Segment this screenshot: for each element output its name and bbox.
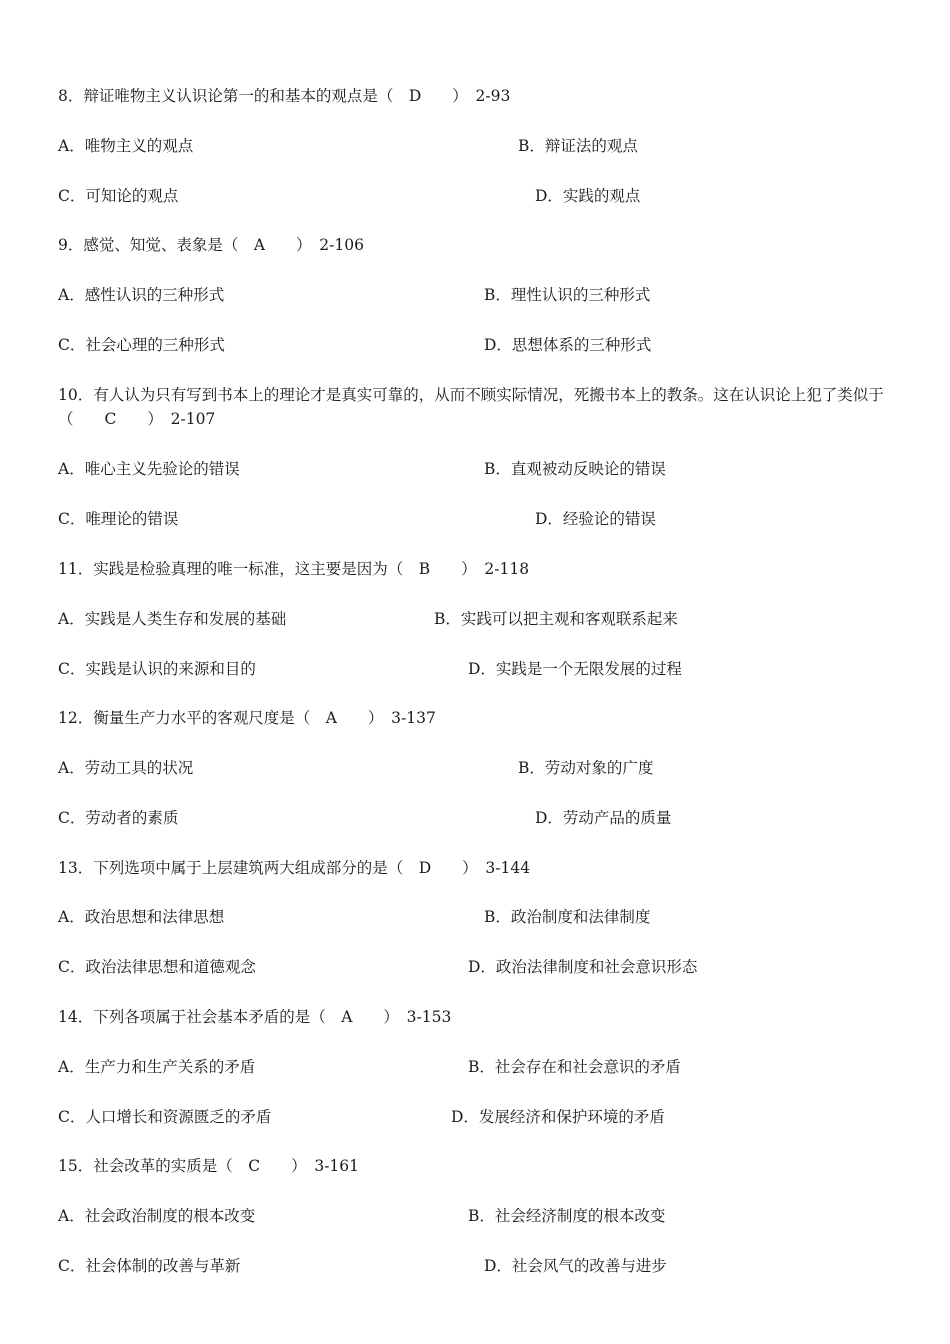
question-14-option-d: D．发展经济和保护环境的矛盾 [451, 1108, 665, 1126]
question-13-option-a: A．政治思想和法律思想 [58, 908, 225, 926]
question-11-option-b: B．实践可以把主观和客观联系起来 [434, 610, 678, 628]
question-9-option-d: D．思想体系的三种形式 [484, 336, 652, 354]
question-8-option-d: D．实践的观点 [535, 187, 641, 205]
question-12-option-b: B．劳动对象的广度 [518, 759, 654, 777]
question-11-option-c: C．实践是认识的来源和目的 [58, 660, 256, 678]
question-8-option-a: A．唯物主义的观点 [58, 137, 194, 155]
question-11-option-a: A．实践是人类生存和发展的基础 [58, 610, 287, 628]
question-13-option-d: D．政治法律制度和社会意识形态 [468, 958, 698, 976]
question-15-option-c: C．社会体制的改善与革新 [58, 1257, 241, 1275]
question-15-stem: 15．社会改革的实质是（ C ） 3-161 [58, 1157, 360, 1175]
question-12-option-a: A．劳动工具的状况 [58, 759, 194, 777]
question-14-option-a: A．生产力和生产关系的矛盾 [58, 1058, 256, 1076]
question-12-option-c: C．劳动者的素质 [58, 809, 179, 827]
question-13-stem: 13．下列选项中属于上层建筑两大组成部分的是（ D ） 3-144 [58, 859, 531, 877]
question-10-option-d: D．经验论的错误 [535, 510, 656, 528]
question-11-stem: 11．实践是检验真理的唯一标准，这主要是因为（ B ） 2-118 [58, 560, 530, 578]
question-15-option-d: D．社会风气的改善与进步 [484, 1257, 667, 1275]
question-8-option-c: C．可知论的观点 [58, 187, 179, 205]
question-12-stem: 12．衡量生产力水平的客观尺度是（ A ） 3-137 [58, 709, 436, 727]
question-9-option-a: A．感性认识的三种形式 [58, 286, 225, 304]
question-14-option-b: B．社会存在和社会意识的矛盾 [468, 1058, 681, 1076]
question-10-option-a: A．唯心主义先验论的错误 [58, 460, 240, 478]
question-10-option-b: B．直观被动反映论的错误 [484, 460, 666, 478]
question-13-option-c: C．政治法律思想和道德观念 [58, 958, 256, 976]
question-12-option-d: D．劳动产品的质量 [535, 809, 672, 827]
question-10-stem: 10．有人认为只有写到书本上的理论才是真实可靠的，从而不顾实际情况，死搬书本上的教条。这在认识论上犯了类似于（ C ） 2-107 [58, 386, 884, 428]
question-14-stem: 14．下列各项属于社会基本矛盾的是（ A ） 3-153 [58, 1008, 452, 1026]
question-9-option-b: B．理性认识的三种形式 [484, 286, 651, 304]
question-15-option-b: B．社会经济制度的根本改变 [468, 1207, 666, 1225]
question-8-option-b: B．辩证法的观点 [518, 137, 638, 155]
question-9-stem: 9．感觉、知觉、表象是（ A ） 2-106 [58, 236, 364, 254]
question-14-option-c: C．人口增长和资源匮乏的矛盾 [58, 1108, 272, 1126]
question-15-option-a: A．社会政治制度的根本改变 [58, 1207, 256, 1225]
question-8-stem: 8．辩证唯物主义认识论第一的和基本的观点是（ D ） 2-93 [58, 87, 511, 105]
question-13-option-b: B．政治制度和法律制度 [484, 908, 651, 926]
question-11-option-d: D．实践是一个无限发展的过程 [468, 660, 682, 678]
question-9-option-c: C．社会心理的三种形式 [58, 336, 225, 354]
question-10-option-c: C．唯理论的错误 [58, 510, 179, 528]
